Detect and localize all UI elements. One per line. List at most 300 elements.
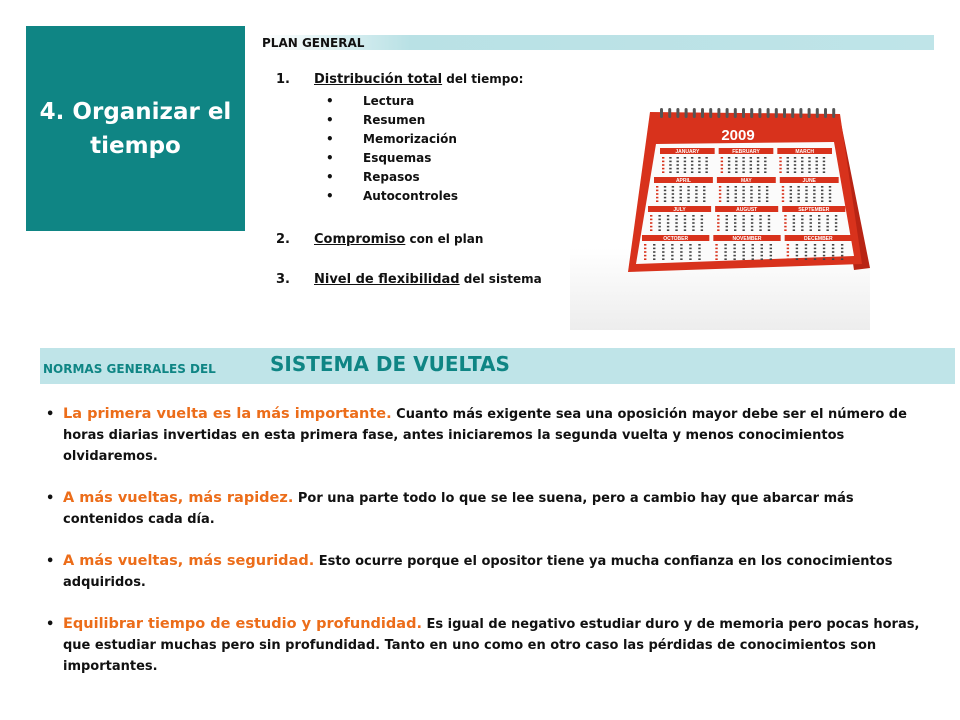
calendar-day bbox=[841, 251, 843, 253]
calendar-day bbox=[680, 258, 682, 260]
calendar-day bbox=[664, 197, 666, 199]
calendar-day bbox=[835, 222, 837, 224]
calendar-day bbox=[687, 186, 689, 188]
calendar-day bbox=[742, 248, 744, 250]
calendar-day bbox=[650, 215, 652, 217]
calendar-day bbox=[750, 168, 752, 170]
plan-header: PLAN GENERAL bbox=[262, 36, 365, 50]
calendar-day bbox=[664, 193, 666, 195]
calendar-day bbox=[695, 186, 697, 188]
calendar-day bbox=[742, 258, 744, 260]
calendar-day bbox=[787, 244, 789, 246]
calendar-day bbox=[728, 157, 730, 159]
slide-title: 4. Organizar el tiempo bbox=[39, 98, 232, 159]
calendar-day bbox=[764, 157, 766, 159]
calendar-day bbox=[692, 215, 694, 217]
calendar-day bbox=[684, 222, 686, 224]
calendar-day bbox=[752, 255, 754, 257]
calendar-day bbox=[761, 258, 763, 260]
calendar-day bbox=[801, 168, 803, 170]
calendar-day bbox=[656, 200, 658, 202]
calendar-day bbox=[796, 244, 798, 246]
calendar-day bbox=[671, 244, 673, 246]
calendar-day bbox=[689, 251, 691, 253]
calendar-day bbox=[721, 157, 723, 159]
calendar-day bbox=[676, 164, 678, 166]
calendar-day bbox=[692, 229, 694, 231]
calendar-day bbox=[761, 244, 763, 246]
calendar-day bbox=[823, 255, 825, 257]
calendar-day bbox=[735, 161, 737, 163]
calendar-day bbox=[770, 255, 772, 257]
calendar-day bbox=[687, 197, 689, 199]
calendar-day bbox=[832, 251, 834, 253]
sub-item: • Resumen bbox=[326, 113, 458, 132]
calendar-day bbox=[687, 193, 689, 195]
calendar-day bbox=[727, 193, 729, 195]
calendar-day bbox=[757, 171, 759, 173]
calendar-day bbox=[672, 186, 674, 188]
calendar-day bbox=[695, 193, 697, 195]
calendar-day bbox=[759, 229, 761, 231]
calendar-day bbox=[735, 190, 737, 192]
calendar-day bbox=[766, 197, 768, 199]
calendar-day bbox=[701, 215, 703, 217]
calendar-day bbox=[650, 219, 652, 221]
calendar-day bbox=[818, 229, 820, 231]
calendar-day bbox=[761, 255, 763, 257]
calendar-day bbox=[797, 197, 799, 199]
calendar-day bbox=[752, 251, 754, 253]
calendar-day bbox=[717, 226, 719, 228]
calendar-day bbox=[692, 222, 694, 224]
calendar-day bbox=[742, 190, 744, 192]
calendar-day bbox=[808, 168, 810, 170]
calendar-day bbox=[735, 157, 737, 159]
calendar-day bbox=[733, 248, 735, 250]
plan-item-number: 3. bbox=[276, 272, 290, 287]
calendar-day bbox=[671, 251, 673, 253]
calendar-day bbox=[742, 197, 744, 199]
calendar-day bbox=[727, 200, 729, 202]
calendar-paper bbox=[636, 142, 854, 264]
calendar-day bbox=[814, 251, 816, 253]
calendar-day bbox=[821, 197, 823, 199]
calendar-day bbox=[715, 258, 717, 260]
calendar-day bbox=[742, 229, 744, 231]
bullet-item bbox=[46, 488, 936, 530]
calendar-day bbox=[662, 258, 664, 260]
calendar-day bbox=[691, 171, 693, 173]
calendar-day bbox=[823, 258, 825, 260]
calendar-day bbox=[759, 222, 761, 224]
calendar-day bbox=[698, 164, 700, 166]
calendar-day bbox=[761, 248, 763, 250]
calendar-day bbox=[692, 219, 694, 221]
calendar-day bbox=[728, 161, 730, 163]
calendar-day bbox=[841, 248, 843, 250]
calendar-day bbox=[724, 251, 726, 253]
calendar-day bbox=[734, 229, 736, 231]
calendar-day bbox=[805, 197, 807, 199]
calendar-month-label: SEPTEMBER bbox=[798, 207, 830, 213]
calendar-day bbox=[671, 248, 673, 250]
calendar-day bbox=[787, 255, 789, 257]
calendar-day bbox=[719, 200, 721, 202]
calendar-day bbox=[705, 164, 707, 166]
calendar-day bbox=[735, 171, 737, 173]
calendar-day bbox=[813, 186, 815, 188]
calendar-day bbox=[656, 190, 658, 192]
calendar-day bbox=[751, 229, 753, 231]
sub-item: • Repasos bbox=[326, 170, 458, 189]
calendar-day bbox=[717, 219, 719, 221]
calendar-day bbox=[735, 186, 737, 188]
calendar-day bbox=[821, 200, 823, 202]
calendar-day bbox=[733, 255, 735, 257]
calendar-day bbox=[801, 157, 803, 159]
calendar-day bbox=[805, 200, 807, 202]
calendar-day bbox=[701, 229, 703, 231]
calendar-day bbox=[719, 197, 721, 199]
calendar-day bbox=[691, 161, 693, 163]
calendar-day bbox=[742, 157, 744, 159]
calendar-day bbox=[787, 164, 789, 166]
calendar-day bbox=[703, 190, 705, 192]
calendar-day bbox=[758, 186, 760, 188]
calendar-day bbox=[705, 161, 707, 163]
calendar-day bbox=[715, 244, 717, 246]
calendar-ring bbox=[717, 108, 720, 118]
calendar-day bbox=[813, 190, 815, 192]
calendar-day bbox=[805, 255, 807, 257]
calendar-day bbox=[734, 222, 736, 224]
calendar-month-label: DECEMBER bbox=[804, 236, 833, 242]
sub-item: • Lectura bbox=[326, 94, 458, 113]
calendar-day bbox=[805, 251, 807, 253]
calendar-day bbox=[808, 164, 810, 166]
calendar-day bbox=[793, 222, 795, 224]
calendar-day bbox=[816, 157, 818, 159]
calendar-day bbox=[766, 200, 768, 202]
calendar-ring bbox=[758, 108, 761, 118]
calendar-day bbox=[797, 193, 799, 195]
calendar-day bbox=[782, 186, 784, 188]
title-box bbox=[26, 26, 245, 231]
calendar-day bbox=[784, 226, 786, 228]
bullet-item bbox=[46, 404, 936, 467]
calendar-day bbox=[808, 157, 810, 159]
calendar-day bbox=[835, 219, 837, 221]
calendar-day bbox=[816, 171, 818, 173]
calendar-month-label: AUGUST bbox=[736, 207, 758, 213]
calendar-day bbox=[669, 157, 671, 159]
bullet-text: Cuanto más exigente sea una oposición mayor debe ser el número de horas diarias invertidas en esta primera fase, antes iniciaremos la segunda vuelta y menos conocimientos olvidaremos. bbox=[63, 407, 907, 464]
calendar-day bbox=[695, 197, 697, 199]
calendar-day bbox=[766, 186, 768, 188]
calendar-ring bbox=[832, 108, 835, 118]
calendar-day bbox=[684, 229, 686, 231]
calendar-day bbox=[726, 226, 728, 228]
calendar-day bbox=[768, 219, 770, 221]
calendar-day bbox=[821, 186, 823, 188]
calendar-day bbox=[719, 190, 721, 192]
calendar-day bbox=[823, 161, 825, 163]
calendar-year: 2009 bbox=[721, 127, 755, 144]
calendar-day bbox=[727, 186, 729, 188]
calendar-day bbox=[784, 219, 786, 221]
calendar-day bbox=[829, 190, 831, 192]
calendar-day bbox=[826, 222, 828, 224]
calendar-day bbox=[784, 222, 786, 224]
calendar-month-label: OCTOBER bbox=[663, 236, 689, 242]
calendar-day bbox=[758, 197, 760, 199]
bullet-lead: A más vueltas, más seguridad. bbox=[63, 553, 315, 569]
calendar-day bbox=[841, 255, 843, 257]
calendar-day bbox=[752, 258, 754, 260]
calendar-day bbox=[658, 222, 660, 224]
bullet-lead: La primera vuelta es la más importante. bbox=[63, 406, 392, 422]
calendar-day bbox=[770, 258, 772, 260]
calendar-day bbox=[829, 200, 831, 202]
calendar-day bbox=[735, 200, 737, 202]
calendar-day bbox=[724, 248, 726, 250]
calendar-day bbox=[805, 190, 807, 192]
calendar-day bbox=[787, 171, 789, 173]
calendar-day bbox=[816, 168, 818, 170]
calendar-day bbox=[734, 226, 736, 228]
calendar-day bbox=[818, 215, 820, 217]
calendar-day bbox=[719, 186, 721, 188]
calendar-ring bbox=[693, 108, 696, 118]
calendar-day bbox=[752, 248, 754, 250]
calendar-day bbox=[796, 248, 798, 250]
calendar-day bbox=[721, 171, 723, 173]
calendar-day bbox=[750, 193, 752, 195]
calendar-day bbox=[801, 219, 803, 221]
calendar-day bbox=[742, 251, 744, 253]
calendar-day bbox=[787, 161, 789, 163]
calendar-day bbox=[726, 222, 728, 224]
calendar-ring bbox=[668, 108, 671, 118]
calendar-day bbox=[832, 244, 834, 246]
calendar-day bbox=[823, 171, 825, 173]
calendar-day bbox=[664, 190, 666, 192]
calendar-day bbox=[684, 171, 686, 173]
calendar-day bbox=[698, 171, 700, 173]
calendar-day bbox=[779, 171, 781, 173]
calendar-day bbox=[750, 190, 752, 192]
calendar-day bbox=[727, 190, 729, 192]
calendar-day bbox=[676, 157, 678, 159]
calendar-day bbox=[797, 186, 799, 188]
calendar-day bbox=[841, 244, 843, 246]
calendar-day bbox=[675, 219, 677, 221]
calendar-day bbox=[779, 164, 781, 166]
calendar-day bbox=[790, 200, 792, 202]
calendar-day bbox=[801, 164, 803, 166]
calendar-day bbox=[653, 244, 655, 246]
calendar-day bbox=[691, 164, 693, 166]
plan-item-title: Nivel de flexibilidad bbox=[314, 272, 460, 287]
calendar-day bbox=[656, 197, 658, 199]
calendar-day bbox=[727, 197, 729, 199]
calendar-day bbox=[770, 248, 772, 250]
calendar-day bbox=[687, 190, 689, 192]
plan-item-rest: del tiempo: bbox=[442, 72, 524, 86]
calendar-day bbox=[758, 190, 760, 192]
calendar-day bbox=[821, 193, 823, 195]
calendar-day bbox=[656, 186, 658, 188]
bullet-lead: A más vueltas, más rapidez. bbox=[63, 490, 294, 506]
calendar-day bbox=[750, 164, 752, 166]
calendar-day bbox=[689, 258, 691, 260]
calendar-day bbox=[832, 248, 834, 250]
calendar-day bbox=[808, 161, 810, 163]
calendar-day bbox=[841, 258, 843, 260]
calendar-day bbox=[835, 226, 837, 228]
calendar-day bbox=[805, 258, 807, 260]
bullet-text: Esto ocurre porque el opositor tiene ya mucha confianza en los conocimientos adquiridos. bbox=[63, 554, 893, 590]
plan-item-number: 2. bbox=[276, 232, 290, 247]
calendar-day bbox=[728, 171, 730, 173]
calendar-day bbox=[750, 157, 752, 159]
calendar-day bbox=[742, 171, 744, 173]
calendar-day bbox=[801, 222, 803, 224]
calendar-ring bbox=[783, 108, 786, 118]
calendar-day bbox=[751, 222, 753, 224]
plan-item-title: Compromiso bbox=[314, 232, 406, 247]
calendar-day bbox=[721, 161, 723, 163]
calendar-day bbox=[810, 226, 812, 228]
calendar-day bbox=[768, 229, 770, 231]
calendar-day bbox=[672, 197, 674, 199]
calendar-ring bbox=[660, 108, 663, 118]
calendar-ring bbox=[808, 108, 811, 118]
calendar-day bbox=[794, 171, 796, 173]
calendar-day bbox=[782, 193, 784, 195]
calendar-day bbox=[684, 164, 686, 166]
calendar-ring bbox=[685, 108, 688, 118]
calendar-ring bbox=[742, 108, 745, 118]
calendar-day bbox=[644, 255, 646, 257]
calendar-day bbox=[805, 248, 807, 250]
calendar-day bbox=[742, 168, 744, 170]
calendar-day bbox=[684, 215, 686, 217]
calendar-day bbox=[680, 251, 682, 253]
calendar-day bbox=[750, 197, 752, 199]
calendar-day bbox=[667, 229, 669, 231]
calendar-day bbox=[735, 168, 737, 170]
calendar-month-label: MARCH bbox=[795, 149, 814, 155]
calendar-day bbox=[687, 200, 689, 202]
calendar-day bbox=[787, 157, 789, 159]
calendar-day bbox=[680, 255, 682, 257]
calendar-day bbox=[676, 161, 678, 163]
calendar-ring bbox=[775, 108, 778, 118]
calendar-day bbox=[653, 251, 655, 253]
calendar-day bbox=[787, 251, 789, 253]
calendar-day bbox=[826, 219, 828, 221]
calendar-day bbox=[829, 193, 831, 195]
calendar-ring bbox=[767, 108, 770, 118]
calendar-day bbox=[768, 226, 770, 228]
calendar-day bbox=[680, 190, 682, 192]
calendar-day bbox=[796, 255, 798, 257]
calendar-day bbox=[733, 244, 735, 246]
calendar-day bbox=[662, 248, 664, 250]
calendar-day bbox=[726, 215, 728, 217]
calendar-day bbox=[680, 186, 682, 188]
calendar-day bbox=[801, 161, 803, 163]
calendar-day bbox=[742, 193, 744, 195]
calendar-day bbox=[787, 168, 789, 170]
calendar-day bbox=[724, 255, 726, 257]
calendar-day bbox=[813, 193, 815, 195]
calendar-month-label: JUNE bbox=[802, 178, 816, 184]
calendar-day bbox=[810, 215, 812, 217]
calendar-day bbox=[698, 248, 700, 250]
calendar-day bbox=[672, 190, 674, 192]
calendar-day bbox=[644, 248, 646, 250]
calendar-day bbox=[664, 186, 666, 188]
calendar-day bbox=[721, 164, 723, 166]
plan-item-title: Distribución total bbox=[314, 72, 443, 87]
calendar-day bbox=[779, 157, 781, 159]
calendar-day bbox=[662, 161, 664, 163]
calendar-day bbox=[805, 186, 807, 188]
calendar-day bbox=[751, 219, 753, 221]
calendar-day bbox=[735, 193, 737, 195]
calendar-day bbox=[794, 168, 796, 170]
calendar-day bbox=[698, 251, 700, 253]
calendar-day bbox=[793, 229, 795, 231]
calendar-day bbox=[759, 219, 761, 221]
calendar-day bbox=[810, 222, 812, 224]
calendar-day bbox=[761, 251, 763, 253]
calendar-day bbox=[672, 200, 674, 202]
calendar-day bbox=[658, 226, 660, 228]
calendar-day bbox=[653, 258, 655, 260]
calendar-day bbox=[667, 219, 669, 221]
calendar-day bbox=[701, 219, 703, 221]
calendar-day bbox=[691, 157, 693, 159]
calendar-day bbox=[698, 161, 700, 163]
calendar-day bbox=[764, 164, 766, 166]
calendar-month-label: NOVEMBER bbox=[732, 236, 762, 242]
calendar-day bbox=[701, 226, 703, 228]
calendar-day bbox=[675, 222, 677, 224]
calendar-day bbox=[689, 255, 691, 257]
calendar-day bbox=[662, 171, 664, 173]
calendar-day bbox=[826, 215, 828, 217]
calendar-day bbox=[726, 229, 728, 231]
calendar-day bbox=[692, 226, 694, 228]
calendar-day bbox=[689, 244, 691, 246]
calendar-day bbox=[750, 200, 752, 202]
calendar-day bbox=[667, 226, 669, 228]
calendar-day bbox=[818, 226, 820, 228]
plan-item-rest: del sistema bbox=[459, 272, 542, 286]
calendar-day bbox=[816, 164, 818, 166]
calendar-day bbox=[823, 157, 825, 159]
sub-list bbox=[326, 94, 458, 208]
calendar-day bbox=[662, 255, 664, 257]
calendar-day bbox=[832, 255, 834, 257]
calendar-day bbox=[823, 244, 825, 246]
calendar-day bbox=[750, 171, 752, 173]
calendar-day bbox=[728, 168, 730, 170]
